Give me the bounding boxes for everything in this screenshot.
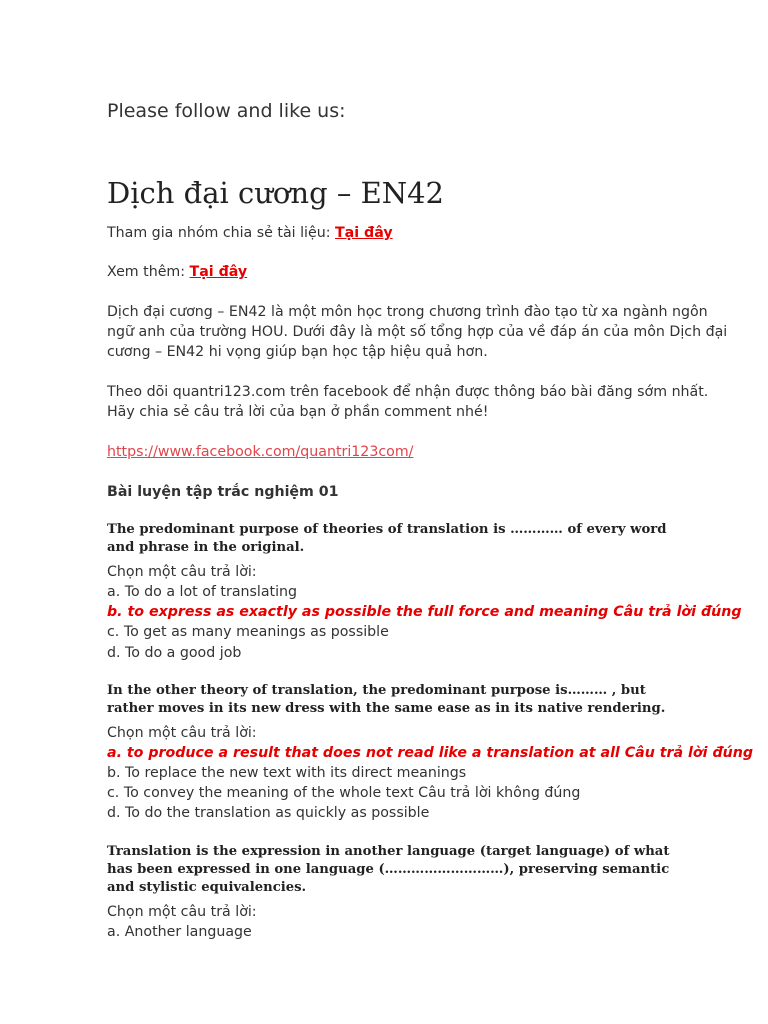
join-group-link[interactable]: Tại đây xyxy=(335,225,393,241)
question-2-text: In the other theory of translation, the predominant purpose is……… , but rather moves in its new dress with the same ease as in its native rendering. xyxy=(107,683,666,716)
question-2-answer-a-correct: a. to produce a result that does not read like a translation at all Câu trả lời đúng xyxy=(107,745,753,761)
see-more-label: Xem thêm: xyxy=(107,264,190,280)
see-more-line xyxy=(107,262,247,282)
follow-prompt: Please follow and like us: xyxy=(107,100,346,122)
question-2-prompt: Chọn một câu trả lời: xyxy=(107,725,257,741)
question-2-answer-c: c. To convey the meaning of the whole text Câu trả lời không đúng xyxy=(107,785,581,801)
question-1-answer-d: d. To do a good job xyxy=(107,645,242,661)
question-3-prompt: Chọn một câu trả lời: xyxy=(107,904,257,920)
follow-note-line-2: Hãy chia sẻ câu trả lời của bạn ở phần comment nhé! xyxy=(107,404,489,420)
question-1-text: The predominant purpose of theories of translation is ………… of every word and phrase in the original. xyxy=(107,522,667,555)
question-1-answer-a: a. To do a lot of translating xyxy=(107,584,298,600)
intro-line-2: ngữ anh của trường HOU. Dưới đây là một số tổng hợp của về đáp án của môn Dịch đại xyxy=(107,324,728,340)
question-2-answer-d: d. To do the translation as quickly as possible xyxy=(107,805,430,821)
join-group-label: Tham gia nhóm chia sẻ tài liệu: xyxy=(107,225,335,241)
question-3-answer-a: a. Another language xyxy=(107,924,252,940)
question-2-answer-b: b. To replace the new text with its direct meanings xyxy=(107,765,467,781)
facebook-link-line xyxy=(107,442,413,462)
question-1-answer-c: c. To get as many meanings as possible xyxy=(107,624,389,640)
facebook-link[interactable]: https://www.facebook.com/quantri123com/ xyxy=(107,444,414,460)
join-group-line xyxy=(107,223,393,243)
question-1-answer-b-correct: b. to express as exactly as possible the full force and meaning Câu trả lời đúng xyxy=(107,604,742,620)
question-3-text: Translation is the expression in another language (target language) of what has been expressed in one language (………………………), preserving semantic and stylistic equivalencies. xyxy=(107,844,670,895)
intro-line-1: Dịch đại cương – EN42 là một môn học trong chương trình đào tạo từ xa ngành ngôn xyxy=(107,304,708,320)
section-title: Bài luyện tập trắc nghiệm 01 xyxy=(107,484,339,500)
see-more-link[interactable]: Tại đây xyxy=(189,264,248,280)
page-title: Dịch đại cương – EN42 xyxy=(107,176,445,210)
intro-line-3: cương – EN42 hi vọng giúp bạn học tập hiệu quả hơn. xyxy=(107,344,488,360)
follow-note-line-1: Theo dõi quantri123.com trên facebook để nhận được thông báo bài đăng sớm nhất. xyxy=(107,384,709,400)
question-1-prompt: Chọn một câu trả lời: xyxy=(107,564,257,580)
